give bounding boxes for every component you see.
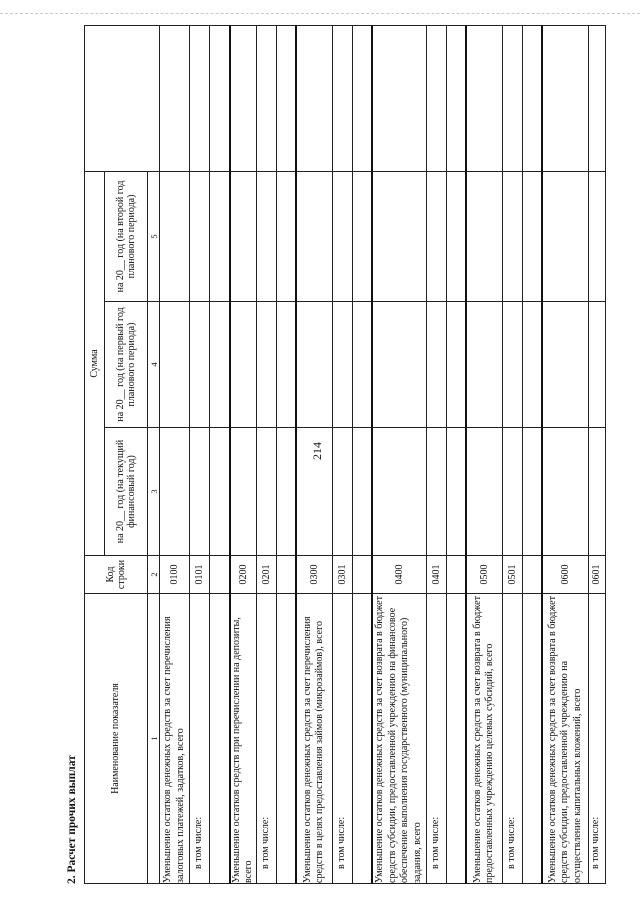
row-name: в том числе: (426, 594, 446, 884)
table-row (466, 25, 502, 883)
amount-cell (230, 428, 257, 556)
blank-cell (256, 25, 276, 171)
table-body (160, 25, 606, 883)
header-name: Наименование показателя (85, 594, 148, 884)
row-code: 0601 (588, 556, 605, 594)
table-row (332, 25, 352, 883)
amount-cell (588, 171, 605, 301)
amount-cell (276, 302, 296, 428)
amount-cell (210, 428, 230, 556)
row-code: 0400 (372, 556, 426, 594)
amount-cell (256, 302, 276, 428)
amount-cell (466, 171, 502, 301)
rotated-page (58, 16, 638, 886)
row-code (210, 556, 230, 594)
amount-cell (230, 171, 257, 301)
row-name: Уменьшение остатков денежных средств за счет перечисления залоговых платежей, задатков, всего (160, 594, 190, 884)
amount-cell (352, 302, 372, 428)
amount-cell (332, 428, 352, 556)
amount-cell (372, 428, 426, 556)
table-row (276, 25, 296, 883)
blank-cell (332, 25, 352, 171)
table-row (542, 25, 588, 883)
table-row (426, 25, 446, 883)
amount-cell (372, 171, 426, 301)
amount-cell (522, 428, 542, 556)
table-row (296, 25, 332, 883)
amount-cell (446, 302, 466, 428)
row-name: Уменьшение остатков денежных средств за счет возврата в бюджет средств субсидии, предоставленной учреждению на осуществление капитальных вложений, всего (542, 594, 588, 884)
amount-cell (276, 171, 296, 301)
row-name: в том числе: (588, 594, 605, 884)
amount-cell (256, 171, 276, 301)
table-row (210, 25, 230, 883)
row-name: Уменьшение остатков средств при перечислении на депозиты, всего (230, 594, 257, 884)
amount-cell (522, 171, 542, 301)
blank-cell (190, 25, 210, 171)
blank-cell (276, 25, 296, 171)
header-year-current: на 20__ год (на текущий финансовый год) (105, 428, 148, 556)
blank-cell (588, 25, 605, 171)
table-row (256, 25, 276, 883)
row-code: 0500 (466, 556, 502, 594)
row-name: в том числе: (502, 594, 522, 884)
row-name: в том числе: (332, 594, 352, 884)
table-row (160, 25, 190, 883)
blank-cell (502, 25, 522, 171)
amount-cell (542, 171, 588, 301)
amount-cell (466, 302, 502, 428)
row-name (522, 594, 542, 884)
table-row (230, 25, 257, 883)
amount-cell (542, 302, 588, 428)
blank-cell (352, 25, 372, 171)
blank-cell (210, 25, 230, 171)
table-row (588, 25, 605, 883)
row-code: 0300 (296, 556, 332, 594)
amount-cell (296, 171, 332, 301)
table-row (190, 25, 210, 883)
row-name: в том числе: (190, 594, 210, 884)
row-code: 0600 (542, 556, 588, 594)
column-number: 2 (148, 556, 160, 594)
amount-cell (296, 428, 332, 556)
amount-cell (522, 302, 542, 428)
scan-top-edge (0, 13, 640, 14)
blank-cell (372, 25, 426, 171)
header-sum: Сумма (85, 171, 105, 555)
blank-cell (522, 25, 542, 171)
blank-cell (446, 25, 466, 171)
row-code (276, 556, 296, 594)
amount-cell (446, 428, 466, 556)
column-number: 1 (148, 594, 160, 884)
row-name (210, 594, 230, 884)
header-code: Код строки (85, 556, 148, 594)
blank-cell (426, 25, 446, 171)
row-name: Уменьшение остатков денежных средств за счет возврата в бюджет средств субсидии, предоставленной учреждению на финансовое обеспечение выполнения государственного (муниципального) задания, всего (372, 594, 426, 884)
amount-cell (352, 428, 372, 556)
blank-cell (296, 25, 332, 171)
amount-cell (426, 302, 446, 428)
row-name: в том числе: (256, 594, 276, 884)
row-name: Уменьшение остатков денежных средств за счет перечисления средств в целях предоставления займов (микрозаймов), всего (296, 594, 332, 884)
table-row (522, 25, 542, 883)
amount-cell (352, 171, 372, 301)
blank-cell (542, 25, 588, 171)
column-number: 5 (148, 171, 160, 301)
amount-cell (210, 302, 230, 428)
amount-cell (466, 428, 502, 556)
table-row (502, 25, 522, 883)
row-code: 0201 (256, 556, 276, 594)
header-year-second: на 20__ год (на второй год планового периода) (105, 171, 148, 301)
row-code: 0100 (160, 556, 190, 594)
row-code (352, 556, 372, 594)
row-code: 0200 (230, 556, 257, 594)
amount-cell (588, 428, 605, 556)
amount-cell (190, 428, 210, 556)
amount-cell (160, 428, 190, 556)
column-number: 3 (148, 428, 160, 556)
column-number: 4 (148, 302, 160, 428)
page-number: 214 (310, 442, 324, 460)
amount-cell (276, 428, 296, 556)
row-name: Уменьшение остатков денежных средств за счет возврата в бюджет предоставленных учреждению целевых субсидий, всего (466, 594, 502, 884)
amount-cell (542, 428, 588, 556)
row-name (446, 594, 466, 884)
amount-cell (372, 302, 426, 428)
amount-cell (256, 428, 276, 556)
amount-cell (426, 428, 446, 556)
amount-cell (230, 302, 257, 428)
amount-cell (190, 302, 210, 428)
blank-cell (466, 25, 502, 171)
row-code: 0501 (502, 556, 522, 594)
section-title: 2. Расчет прочих выплат (66, 755, 78, 884)
amount-cell (332, 302, 352, 428)
amount-cell (332, 171, 352, 301)
row-code: 0101 (190, 556, 210, 594)
table-row (352, 25, 372, 883)
amount-cell (502, 171, 522, 301)
amount-cell (502, 428, 522, 556)
row-code (446, 556, 466, 594)
blank-cell (160, 25, 190, 171)
row-code (522, 556, 542, 594)
amount-cell (296, 302, 332, 428)
amount-cell (190, 171, 210, 301)
payments-table (84, 25, 606, 884)
amount-cell (502, 302, 522, 428)
row-code: 0301 (332, 556, 352, 594)
table-row (372, 25, 426, 883)
table-row (446, 25, 466, 883)
row-name (276, 594, 296, 884)
amount-cell (160, 302, 190, 428)
blank-cell (230, 25, 257, 171)
amount-cell (160, 171, 190, 301)
amount-cell (446, 171, 466, 301)
amount-cell (210, 171, 230, 301)
header-year-first: на 20__ год (на первый год планового периода) (105, 302, 148, 428)
amount-cell (588, 302, 605, 428)
row-name (352, 594, 372, 884)
row-code: 0401 (426, 556, 446, 594)
header-blank (85, 25, 160, 171)
amount-cell (426, 171, 446, 301)
